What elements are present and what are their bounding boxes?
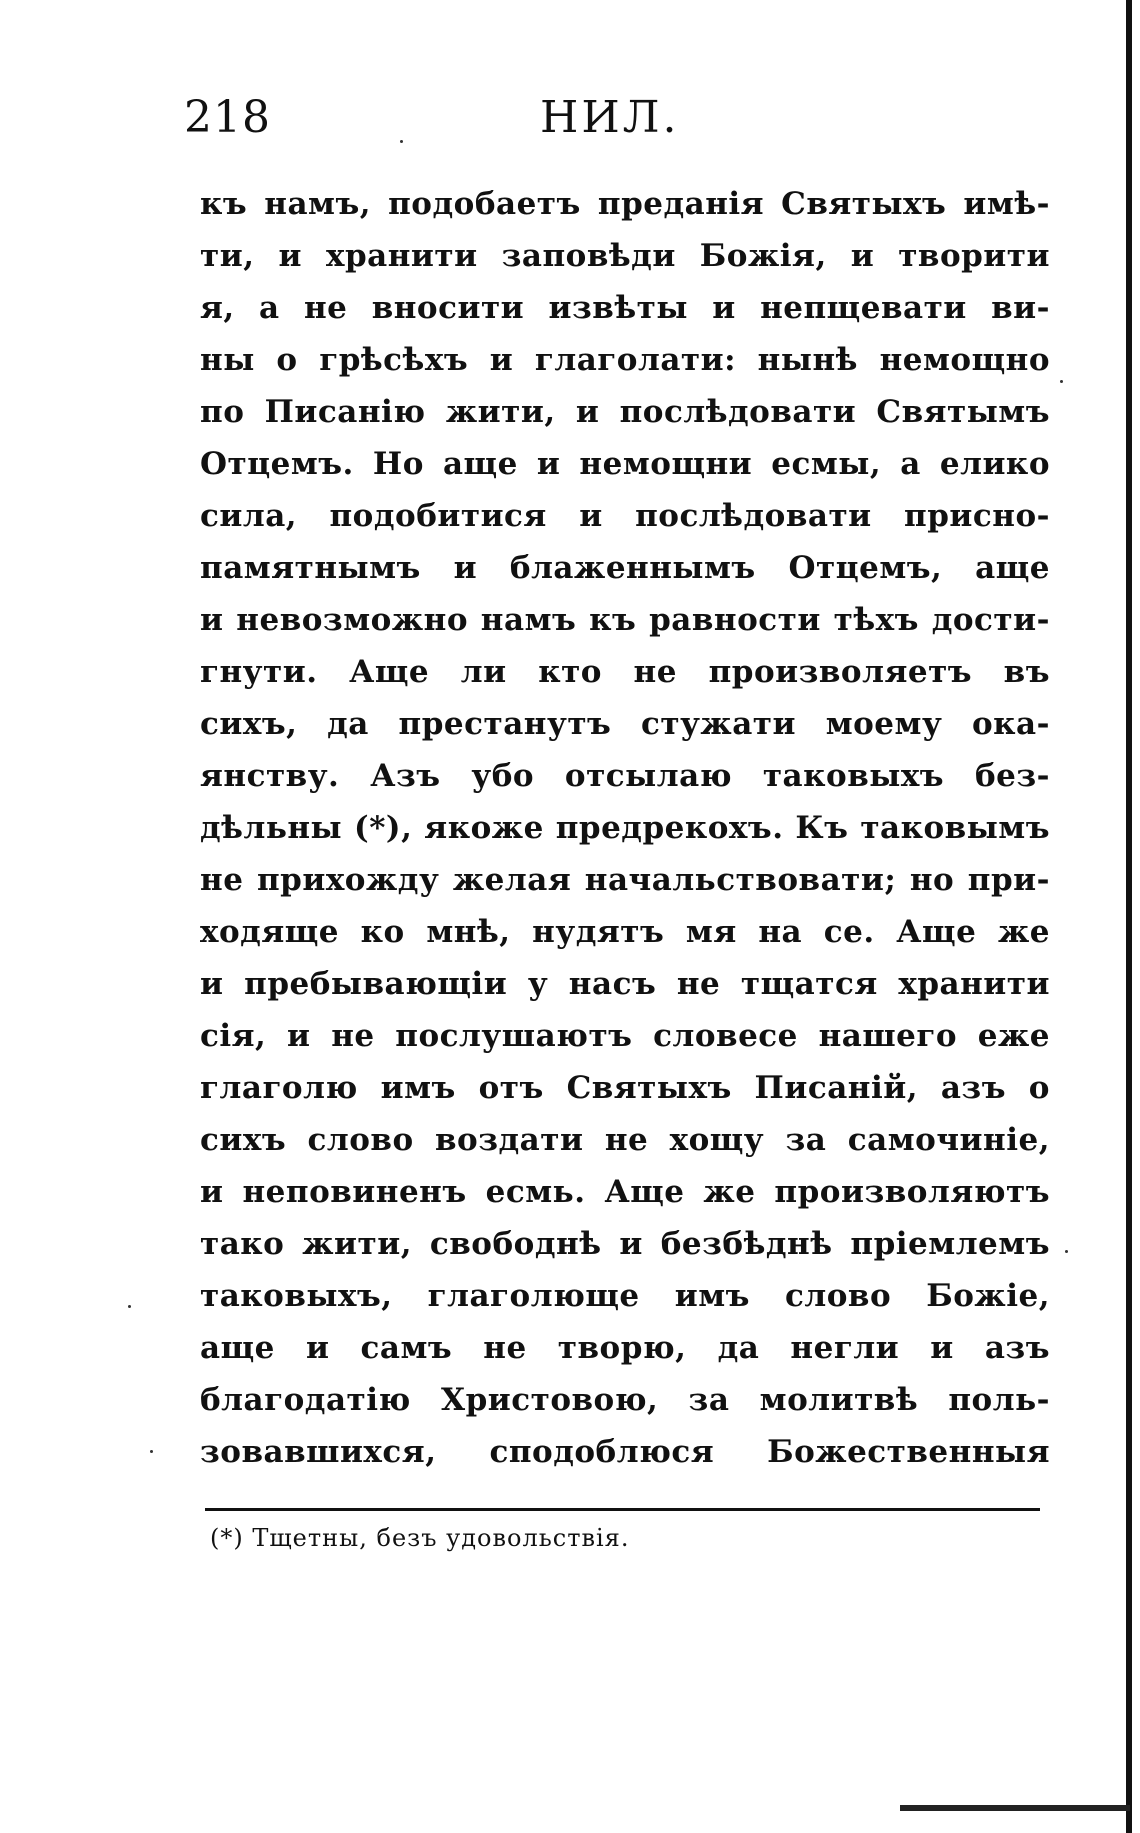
text-line: ны о грѣсѣхъ и глаголати: нынѣ немощно bbox=[200, 342, 1050, 378]
text-line: сихъ, да престанутъ стужати моему ока- bbox=[200, 706, 1050, 742]
scan-speck bbox=[128, 1305, 131, 1308]
scan-speck bbox=[150, 1450, 153, 1453]
text-line: къ намъ, подобаетъ преданія Святыхъ имѣ- bbox=[200, 186, 1050, 222]
page-number: 218 bbox=[184, 92, 271, 143]
text-line: я, а не вносити извѣты и непщевати ви- bbox=[200, 290, 1050, 326]
text-line: ходяще ко мнѣ, нудятъ мя на се. Аще же bbox=[200, 914, 1050, 950]
text-line: и пребывающіи у насъ не тщатся хранити bbox=[200, 966, 1050, 1002]
text-line: аще и самъ не творю, да негли и азъ bbox=[200, 1330, 1050, 1366]
text-line: зовавшихся, сподоблюся Божественныя bbox=[200, 1434, 1050, 1470]
text-line: ти, и хранити заповѣди Божія, и творити bbox=[200, 238, 1050, 274]
page-edge bbox=[1126, 0, 1132, 1833]
text-line: благодатію Христовою, за молитвѣ поль- bbox=[200, 1382, 1050, 1418]
text-line: янству. Азъ убо отсылаю таковыхъ без- bbox=[200, 758, 1050, 794]
text-line: глаголю имъ отъ Святыхъ Писаній, азъ о bbox=[200, 1070, 1050, 1106]
running-head: НИЛ. bbox=[540, 92, 680, 143]
text-line: не прихожду желая начальствовати; но при- bbox=[200, 862, 1050, 898]
text-line: сія, и не послушаютъ словесе нашего еже bbox=[200, 1018, 1050, 1054]
scan-speck bbox=[1060, 380, 1063, 383]
text-line: таковыхъ, глаголюще имъ слово Божіе, bbox=[200, 1278, 1050, 1314]
text-line: дѣльны (*), якоже предрекохъ. Къ таковымъ bbox=[200, 810, 1050, 846]
scan-smudge bbox=[900, 1805, 1130, 1811]
scan-speck bbox=[1065, 1250, 1068, 1253]
text-line: тако жити, свободнѣ и безбѣднѣ пріемлемъ bbox=[200, 1226, 1050, 1262]
scan-speck bbox=[400, 140, 403, 143]
text-line: сила, подобитися и послѣдовати присно- bbox=[200, 498, 1050, 534]
text-line: гнути. Аще ли кто не произволяетъ въ bbox=[200, 654, 1050, 690]
text-line: Отцемъ. Но аще и немощни есмы, а елико bbox=[200, 446, 1050, 482]
body-text bbox=[200, 178, 1050, 1478]
text-line: сихъ слово воздати не хощу за самочиніе, bbox=[200, 1122, 1050, 1158]
text-line: по Писанію жити, и послѣдовати Святымъ bbox=[200, 394, 1050, 430]
text-line: и невозможно намъ къ равности тѣхъ дости- bbox=[200, 602, 1050, 638]
footnote-rule bbox=[205, 1508, 1040, 1511]
text-line: и неповиненъ есмь. Аще же произволяютъ bbox=[200, 1174, 1050, 1210]
text-line: памятнымъ и блаженнымъ Отцемъ, аще bbox=[200, 550, 1050, 586]
footnote: (*) Тщетны, безъ удовольствія. bbox=[210, 1524, 630, 1552]
